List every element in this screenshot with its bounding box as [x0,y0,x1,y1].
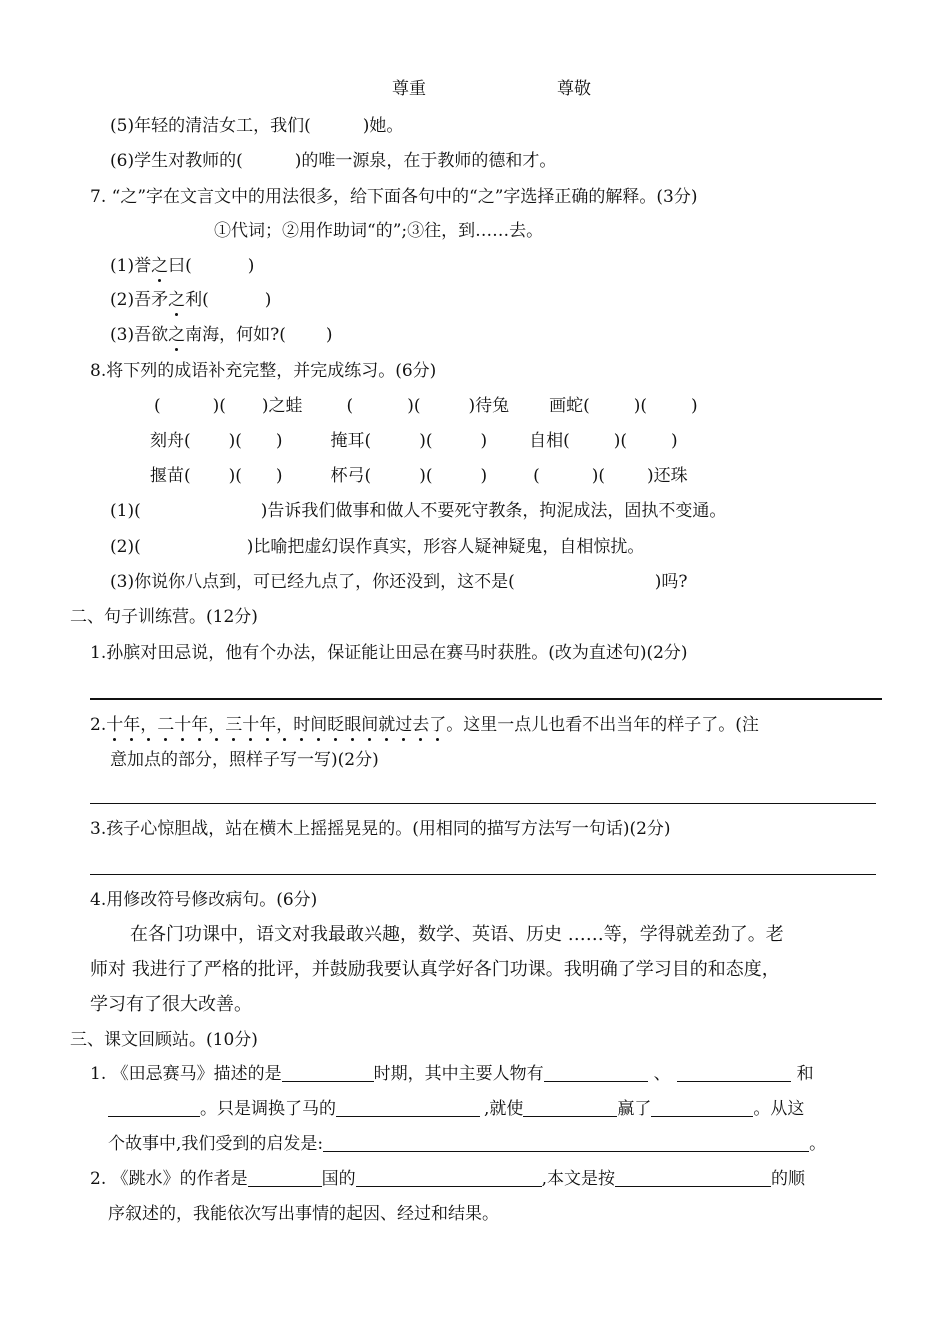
dotted-char: 十 [174,715,192,735]
part3-r1-e: 。只是调换了马的 [200,1099,336,1119]
q7-item-1 [110,254,254,278]
part3-r1-i: 个故事中,我们受到的启发是: [108,1134,324,1154]
dotted-phrase [106,715,446,735]
q8-sub-2 [110,535,644,559]
part2-s1: 1.孙膑对田忌说，他有个办法，保证能让田忌在赛马时获胜。(改为直述句)(2分) [90,643,688,663]
q7-item-2 [110,288,271,312]
idiom-part: ( [533,466,540,486]
q7-item-3 [110,323,332,347]
dotted-char: 眼 [344,715,362,735]
q7-title: 7. “之”字在文言文中的用法很多，给下面各句中的“之”字选择正确的解释。(3分) [90,187,698,207]
q7-item-1-end: ) [247,256,255,276]
word-option-2: 尊敬 [557,79,591,99]
part2-s4-p3: 学习有了很大改善。 [90,994,252,1015]
answer-line [90,698,882,700]
idiom-part: )( [228,431,242,451]
fill-blank[interactable] [523,1098,617,1117]
idiom-part: 杯弓( [330,466,372,486]
dotted-char: 过 [395,715,413,735]
fill-blank[interactable] [248,1168,322,1187]
fill-blank[interactable] [677,1063,791,1082]
q8-sub-3 [110,570,687,594]
part3-r2-line2: 序叙述的，我能依次写出事情的起因、经过和结果。 [108,1204,499,1224]
idiom-row-3 [150,464,688,488]
fill-blank[interactable] [615,1168,771,1187]
idiom-part: ) [671,431,678,451]
q8-sub-3-post: )吗? [654,572,688,592]
fill-blank[interactable] [108,1098,200,1117]
q7-item-2-pre: (2)吾矛 [110,290,169,310]
q7-item-3-end: ) [325,325,333,345]
fill-blank[interactable] [651,1098,753,1117]
part3-r1-a: 1. 《田忌赛马》描述的是 [90,1064,282,1084]
part2-s4-p2: 师对 我进行了严格的批评，并鼓励我要认真学好各门功课。我明确了学习目的和态度， [90,959,780,980]
dotted-char: 去 [412,715,430,735]
q7-item-3-pre: (3)吾欲 [110,325,169,345]
part2-s2-pre: 2. [90,715,107,735]
dotted-char: 了 [429,715,447,735]
idiom-part: 掩耳( [330,431,372,451]
dotted-char: 二 [157,715,175,735]
q8-sub-3-pre: (3)你说你八点到，可已经九点了，你还没到，这不是( [110,572,515,592]
part2-heading: 二、句子训练营。(12分) [70,607,258,627]
word-option-1: 尊重 [392,79,426,99]
q6-item-6-pre: (6)学生对教师的( [110,151,243,171]
part3-r1-h: 。从这 [753,1099,805,1119]
idiom-part: 自相( [529,431,570,451]
idiom-part: 揠苗( [150,466,191,486]
part3-r1-b: 时期，其中主要人物有 [373,1064,544,1084]
idiom-part: )之蛙 [261,396,303,416]
q8-sub-1-pre: (1)( [110,501,141,521]
fill-blank[interactable] [336,1098,480,1117]
dotted-char: 十 [242,715,260,735]
part3-r1-line1 [90,1062,814,1086]
fill-blank[interactable] [544,1063,648,1082]
dotted-char: 十 [106,715,124,735]
q7-item-2-post: 利( [185,290,209,310]
dotted-char: ， [140,715,158,735]
dotted-char: 年 [123,715,141,735]
dotted-char: 年 [191,715,209,735]
dotted-char: 之 [151,256,169,276]
idiom-part: )( [633,396,647,416]
q8-sub-1-post: )告诉我们做事和做人不要死守教条，拘泥成法，固执不变通。 [260,501,727,521]
q7-options: ①代词；②用作助词“的”;③往，到……去。 [214,221,544,241]
dotted-char: 之 [168,290,186,310]
idiom-row-1 [154,394,698,418]
idiom-part: )待兔 [468,396,510,416]
q6-item-6-post: )的唯一源泉，在于教师的德和才。 [294,151,557,171]
part3-r1-d: 和 [796,1064,814,1084]
q7-item-2-end: ) [264,290,272,310]
q6-item-5-pre: (5)年轻的清洁女工，我们( [110,116,311,136]
q6-item-6 [110,149,556,173]
idiom-part: )还珠 [647,466,688,486]
idiom-part: ) [480,431,488,451]
idiom-part: )( [591,466,605,486]
idiom-part: 画蛇( [549,396,590,416]
q7-item-1-pre: (1)誉 [110,256,152,276]
part3-r2-line1 [90,1167,805,1191]
idiom-part: ) [691,396,698,416]
dotted-char: 之 [168,325,186,345]
part3-heading: 三、课文回顾站。(10分) [70,1030,258,1050]
dotted-char: ， [276,715,294,735]
idiom-part: ) [275,431,283,451]
q8-sub-1 [110,499,726,523]
part3-r1-f: ,就使 [484,1099,524,1119]
idiom-part: ) [480,466,488,486]
fill-blank[interactable] [323,1133,809,1152]
dotted-char: 三 [225,715,243,735]
idiom-part: )( [228,466,242,486]
dotted-char: 年 [259,715,277,735]
part3-r1-c: 、 [653,1064,671,1084]
part2-s2 [90,713,759,737]
part2-s4-p1: 在各门功课中，语文对我最敢兴趣，数学、英语、历史 ……等，学得就差劲了。老 [130,924,784,945]
answer-line [90,803,876,804]
idiom-part: )( [212,396,226,416]
dotted-char: ， [208,715,226,735]
part3-r1-line2 [108,1097,804,1121]
q7-item-3-post: 南海，何如?( [185,325,286,345]
part2-s2-line2: 意加点的部分，照样子写一写)(2分) [110,750,379,770]
dotted-char: 就 [378,715,396,735]
dotted-char: 时 [293,715,311,735]
part2-s2-post: 。这里一点儿也看不出当年的样子了。(注 [446,715,759,735]
part3-r1-g: 赢了 [617,1099,652,1119]
q8-title: 8.将下列的成语补充完整，并完成练习。(6分) [90,361,437,381]
idiom-part: )( [613,431,627,451]
dotted-char: 间 [361,715,379,735]
fill-blank[interactable] [356,1168,542,1187]
dotted-char: 眨 [327,715,345,735]
idiom-part: ) [275,466,283,486]
answer-line [90,874,876,875]
idiom-part: )( [419,431,433,451]
part3-r2-d: 的顺 [771,1169,806,1189]
dotted-char: 间 [310,715,328,735]
part3-r2-b: 国的 [321,1169,356,1189]
q8-sub-2-post: )比喻把虚幻误作真实，形容人疑神疑鬼，自相惊扰。 [246,537,645,557]
fill-blank[interactable] [282,1063,374,1082]
q8-sub-2-pre: (2)( [110,537,141,557]
part3-r1-line3 [108,1132,826,1156]
idiom-part: 刻舟( [150,431,191,451]
part2-s4: 4.用修改符号修改病句。(6分) [90,890,318,910]
idiom-part: ( [154,396,161,416]
part3-r1-j: 。 [809,1134,827,1154]
q6-item-5-post: )她。 [362,116,404,136]
idiom-part: ( [346,396,354,416]
part3-r2-c: ,本文是按 [541,1169,616,1189]
part3-r2-a: 2. 《跳水》的作者是 [90,1169,248,1189]
idiom-row-2 [150,429,678,453]
q6-item-5 [110,114,403,138]
q7-item-1-post: 曰( [168,256,192,276]
idiom-part: )( [419,466,433,486]
idiom-part: )( [407,396,421,416]
part2-s3: 3.孩子心惊胆战，站在横木上摇摇晃晃的。(用相同的描写方法写一句话)(2分) [90,819,671,839]
